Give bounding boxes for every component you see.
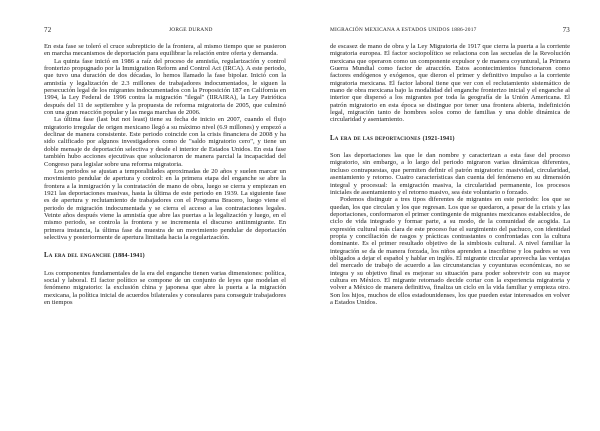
left-page-body [44, 43, 286, 306]
paragraph: Los componentes fundamentales de la era del enganche tienen varias dimensiones: política, social y laboral. El factor político se compone de un conjunto de leyes que modelan el fenómeno migratorio: la exclusión china y japonesa que abre la puerta a la migración mexicana, la política inicial de acuerdos bilaterales y consulares para conseguir trabajadores en tiempos [44, 269, 286, 306]
paragraph: La última fase (last but not least) tiene su fecha de inicio en 2007, cuando el flujo migratorio irregular de origen mexicano llegó a su máximo nivel (6.9 millones) y empezó a declinar de manera consistente. Este periodo coincide con la crisis financiera de 2008 y ha sido calificado por algunos investigadores como de "saldo migratorio cero", y tiene un doble mensaje de deportación selectiva y desde el interior de Estados Unidos. En esta fase también hubo acciones ejecutivas que solucionaron de manera parcial la incapacidad del Congreso para legislar sobre una reforma migratoria. [44, 116, 286, 168]
paragraph: Podemos distinguir a tres tipos diferentes de migrantes en este periodo: los que se quedan, los que circulan y los que regresan. Los que se quedaron, a pesar de la crisis y las deportaciones, conformaron el primer contingente de migrantes mexicanos establecidos, de ciclo de vida integrado y formar parte, a su modo, de la comunidad de acogida. La expresión cultural más clara de este proceso fue el surgimiento del pachuco, con identidad propia y conciliación de rasgos y prácticas contrastantes o confrontadas con la cultura dominante. Es el primer resultado objetivo de la simbiosis cultural. A nivel familiar la integración se da de manera forzada, los niños aprenden a inscribirse y los padres se ven obligados a dejar el español y hablar en inglés. El migrante circular aprovecha las ventajas del mercado de trabajo de acuerdo a las circunstancias y coyunturas económicas, no se integra y su objetivo final es mejorar su situación para poder sobrevivir con su mayor cultura en México. El migrante retornado decide cortar con la experiencia migratoria y volver a México de manera definitiva, finaliza un ciclo en la vida familiar y empieza otro. Son los hijos, muchos de ellos estadounidenses, los que pueden estar interesados en volver a Estados Unidos. [330, 196, 570, 306]
paragraph: La quinta fase inició en 1986 a raíz del proceso de amnistía, regularización y control fronterizo propugnado por la Immigration Reform and Control Act (IRCA). A este periodo, que tuvo una duración de dos décadas, lo hemos llamado la fase bipolar. Inició con la amnistía y legalización de 2.3 millones de trabajadores indocumentados, le siguen la persecución legal de los migrantes indocumentados con la Proposición 187 en California en 1994, la Ley Federal de 1996 contra la migración "ilegal" (IIRAIRA), la Ley Patriótica después del 11 de septiembre y la propuesta de reforma migratoria de 2005, que culminó con una gran reacción popular y las mega marchas de 2006. [44, 57, 286, 117]
paragraph: Los periodos se ajustan a temporalidades aproximadas de 20 años y suelen marcar un movimiento pendular de apertura y control: en la primera etapa del enganche se abre la frontera a la inmigración y la contratación de mano de obra, luego se cierra y empiezan en 1921 las deportaciones masivas, hasta la última de este periodo en 1939. La siguiente fase es de apertura y reclutamiento de trabajadores con el Programa Bracero, luego viene el periodo de migración indocumentada y se cierra el acceso a las contrataciones legales. Veinte años después viene la amnistía que abre las puertas a la legalización y luego, en el mismo periodo, se controla la frontera y se incrementa el discurso antiinmigrante. En primera instancia, la última fase da muestra de un movimiento pendular de deportación selectiva y posteriormente de apertura limitada hacia la regularización. [44, 167, 286, 241]
paragraph: de escasez de mano de obra y la Ley Migratoria de 1917 que cierra la puerta a la corriente migratoria europea. El factor sociopolítico se relaciona con las secuelas de la Revolución mexicana que operaron como un componente expulsor y de manera coyuntural, la Primera Guerra Mundial como factor de atracción. Estos acontecimientos funcionaron como factores endógenos y exógenos, que dieron el primer y definitivo impulso a la corriente migratoria mexicana. El factor laboral tiene que ver con el reclutamiento sistemático de mano de obra mexicana bajo la modalidad del enganche fronterizo inicial y el enganche al interior que dispersó a los migrantes por toda la geografía de la Unión Americana. El patrón migratorio en esta época se distingue por tener una frontera abierta, indefinición legal, migración tanto de hombres solos como de familias y una doble dinámica de circularidad y asentamiento. [330, 43, 570, 124]
right-page-header [330, 27, 570, 37]
section-heading-title: La era de las deportaciones [330, 134, 421, 142]
left-page-header [44, 27, 286, 37]
section-heading [330, 135, 570, 143]
left-running-head: JORGE DURAND [169, 27, 213, 33]
right-page [300, 0, 600, 431]
section-heading-title: La era del enganche [44, 252, 111, 260]
paragraph: En esta fase se toleró el cruce subrepticio de la frontera, al mismo tiempo que se pusieron en marcha mecanismos de deportación para equilibrar la relación entre oferta y demanda. [44, 43, 286, 58]
right-running-head: MIGRACIÓN MEXICANA A ESTADOS UNIDOS 1886-2017 [330, 27, 477, 33]
section-heading [44, 252, 286, 260]
section-heading-years: (1884-1941) [112, 253, 145, 260]
left-page-number: 72 [44, 26, 52, 34]
right-page-body [330, 43, 570, 306]
right-page-number: 73 [562, 26, 570, 34]
paragraph: Son las deportaciones las que le dan nombre y caracterizan a esta fase del proceso migratorio, sin embargo, a lo largo del periodo migraron varias dinámicas diferentes, incluso contrapuestas, que permiten definir el patrón migratorio: masividad, circularidad, asentamiento y retorno. Cuatro características dan cuenta del fenómeno en su dimensión integral y procesual: la emigración masiva, la circularidad permanente, los procesos iniciales de asentamiento y el retorno masivo, sea éste voluntario o forzado. [330, 152, 570, 196]
section-heading-years: (1921-1941) [422, 135, 455, 142]
